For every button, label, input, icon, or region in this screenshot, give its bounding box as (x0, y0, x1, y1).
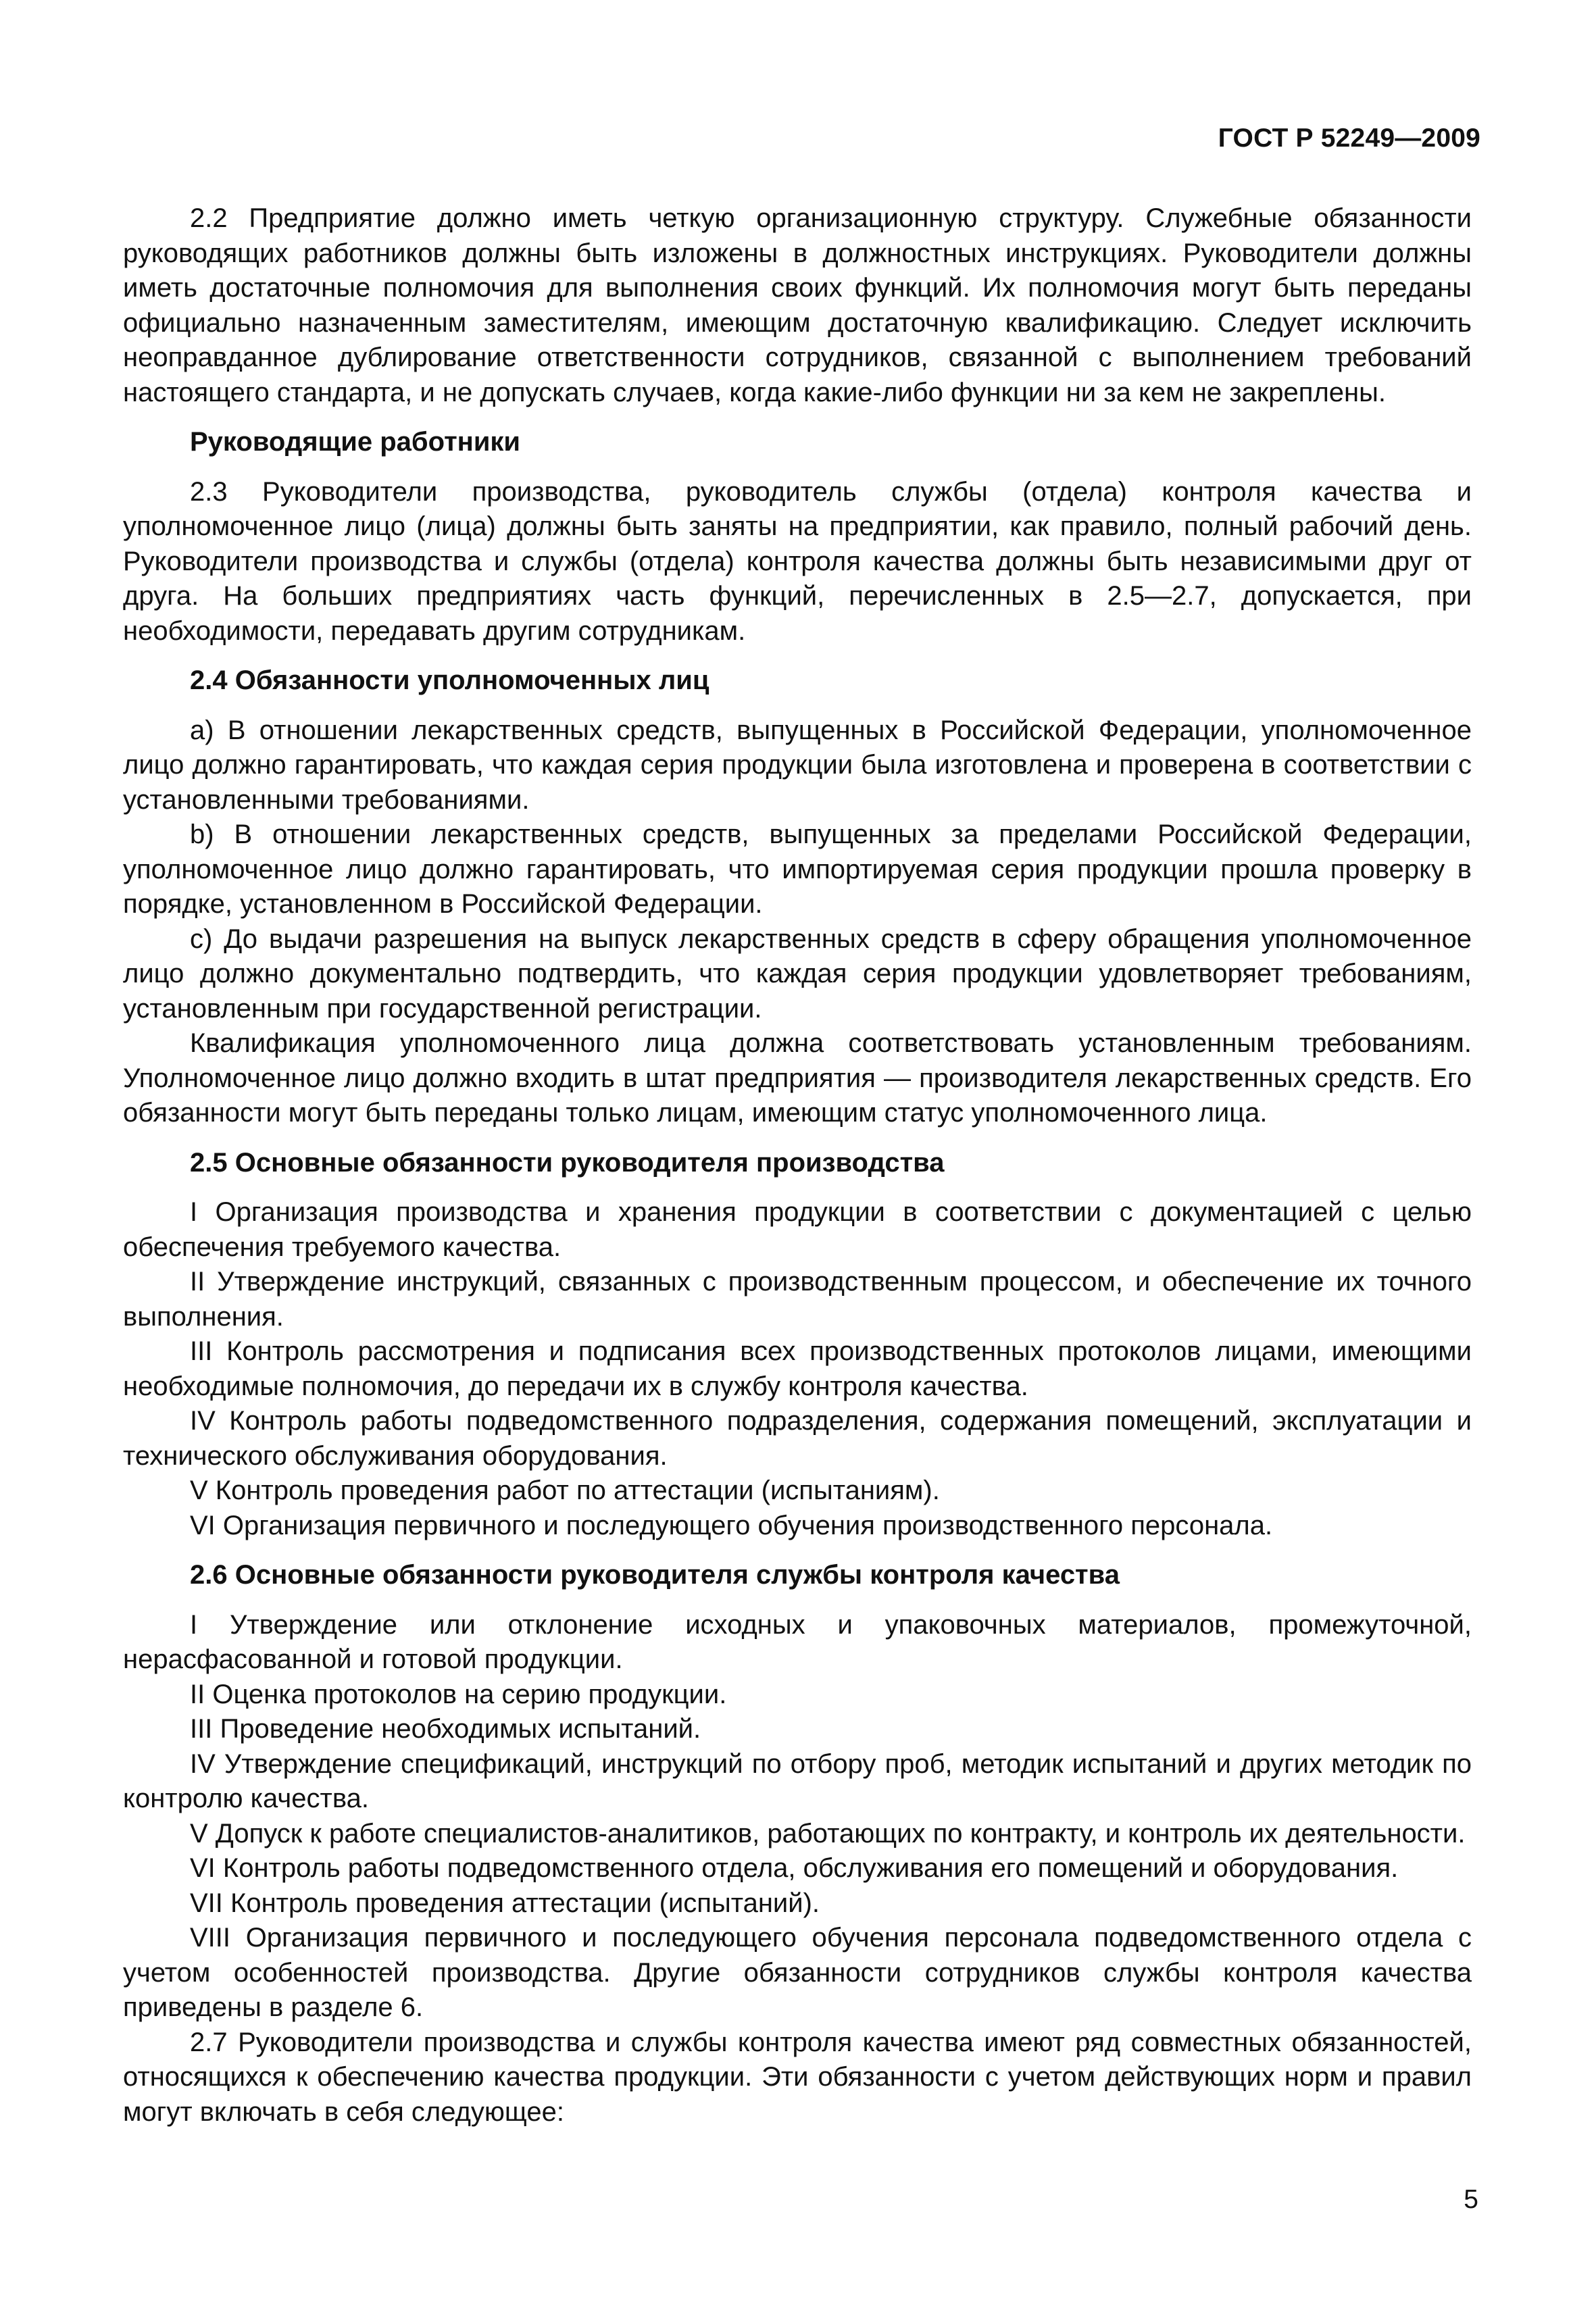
heading-managers: Руководящие работники (190, 427, 521, 457)
paragraph-2-2: 2.2 Предприятие должно иметь четкую организационную структуру. Служебные обязанности руководящих работников должны быть изложены в должностных инструкциях. Руководители должны иметь достаточные полномочия для выполнения своих функций. Их полномочия могут быть переданы официально назначенным заместителям, имеющим достаточную квалификацию. Следует исключить неоправданное дублирование ответственности сотрудников, связанной с выполнением требований настоящего стандарта, и не допускать случаев, когда какие-либо функции ни за кем не закреплены. (123, 203, 1472, 407)
heading-2-4: 2.4 Обязанности уполномоченных лиц (190, 665, 709, 695)
paragraph-2-4-b: b) В отношении лекарственных средств, выпущенных за пределами Российской Федерации, уполномоченное лицо должно гарантировать, что импортируемая серия продукции прошла проверку в порядке, установленном в Российской Федерации. (123, 820, 1472, 919)
paragraph-2-6-vii: VII Контроль проведения аттестации (испытаний). (190, 1888, 820, 1918)
standard-designation: ГОСТ Р 52249—2009 (1218, 124, 1480, 153)
paragraph-2-6-v: V Допуск к работе специалистов-аналитиков, работающих по контракту, и контроль их деятельности. (190, 1818, 1466, 1848)
paragraph-2-4-c: с) До выдачи разрешения на выпуск лекарственных средств в сферу обращения уполномоченное лицо должно документально подтвердить, что каждая серия продукции удовлетворяет требованиям, установленным при государственной регистрации. (123, 924, 1472, 1024)
paragraph-2-6-viii: VIII Организация первичного и последующего обучения персонала подведомственного отдела с учетом особенностей производства. Другие обязанности сотрудников службы контроля качества приведены в разделе 6. (123, 1923, 1472, 2022)
paragraph-2-5-ii: II Утверждение инструкций, связанных с производственным процессом, и обеспечение их точного выполнения. (123, 1267, 1472, 1332)
paragraph-2-5-v: V Контроль проведения работ по аттестации (испытаниям). (190, 1476, 940, 1505)
paragraph-2-7: 2.7 Руководители производства и службы контроля качества имеют ряд совместных обязанностей, относящихся к обеспечению качества продукции. Эти обязанности с учетом действующих норм и правил могут включать в себя следующее: (123, 2027, 1472, 2127)
page-number: 5 (1464, 2185, 1478, 2214)
paragraph-2-6-i: I Утверждение или отклонение исходных и упаковочных материалов, промежуточной, нерасфасованной и готовой продукции. (123, 1609, 1472, 1674)
paragraph-2-4-qualification: Квалификация уполномоченного лица должна соответствовать установленным требованиям. Уполномоченное лицо должно входить в штат предприятия — производителя лекарственных средств. Его обязанности могут быть переданы только лицам, имеющим статус уполномоченного лица. (123, 1028, 1472, 1128)
paragraph-2-6-iii: III Проведение необходимых испытаний. (190, 1714, 701, 1744)
paragraph-2-5-vi: VI Организация первичного и последующего обучения производственного персонала. (190, 1510, 1273, 1540)
paragraph-2-4-a: а) В отношении лекарственных средств, выпущенных в Российской Федерации, уполномоченное лицо должно гарантировать, что каждая серия продукции была изготовлена и проверена в соответствии с установленными требованиями. (123, 715, 1472, 815)
paragraph-2-3: 2.3 Руководители производства, руководитель службы (отдела) контроля качества и уполномоченное лицо (лица) должны быть заняты на предприятии, как правило, полный рабочий день. Руководители производства и службы (отдела) контроля качества должны быть независимыми друг от друга. На больших предприятиях часть функций, перечисленных в 2.5—2.7, допускается, при необходимости, передавать другим сотрудникам. (123, 476, 1472, 646)
paragraph-2-5-i: I Организация производства и хранения продукции в соответствии с документацией с целью обеспечения требуемого качества. (123, 1197, 1472, 1262)
page-body (123, 201, 1472, 2130)
paragraph-2-6-vi: VI Контроль работы подведомственного отдела, обслуживания его помещений и оборудования. (190, 1853, 1399, 1883)
heading-2-6: 2.6 Основные обязанности руководителя службы контроля качества (190, 1560, 1120, 1590)
paragraph-2-6-iv: IV Утверждение спецификаций, инструкций по отбору проб, методик испытаний и других методик по контролю качества. (123, 1749, 1472, 1813)
heading-2-5: 2.5 Основные обязанности руководителя производства (190, 1147, 945, 1178)
paragraph-2-5-iv: IV Контроль работы подведомственного подразделения, содержания помещений, эксплуатации и технического обслуживания оборудования. (123, 1406, 1472, 1471)
paragraph-2-6-ii: II Оценка протоколов на серию продукции. (190, 1679, 727, 1709)
paragraph-2-5-iii: III Контроль рассмотрения и подписания всех производственных протоколов лицами, имеющими необходимые полномочия, до передачи их в службу контроля качества. (123, 1336, 1472, 1401)
